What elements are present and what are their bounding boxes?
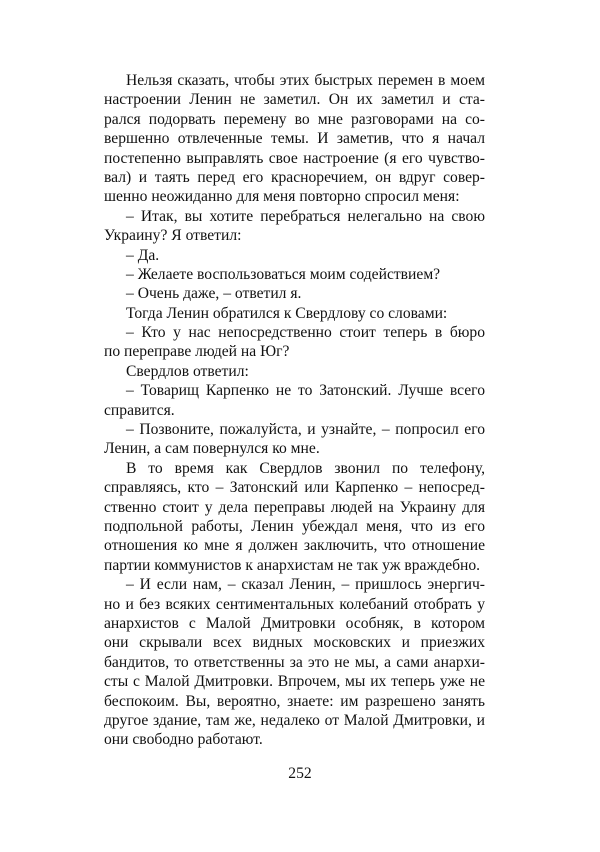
text-line: они свободно работают. bbox=[104, 731, 263, 749]
text-line: Украину? Я ответил: bbox=[104, 227, 242, 245]
text-line: по переправе людей на Юг? bbox=[104, 343, 290, 361]
text-line: бандитов, то ответственны за это не мы, а сами анархи- bbox=[104, 653, 485, 671]
text-line: отношения ко мне я должен заключить, что отношение bbox=[104, 537, 485, 555]
text-line: но и без всяких сентиментальных колебаний отобрать у bbox=[104, 595, 485, 613]
text-line: подпольной работы, Ленин убеждал меня, что из его bbox=[104, 517, 485, 535]
body-text bbox=[104, 71, 485, 750]
text-line: шенно неожиданно для меня повторно спросил меня: bbox=[104, 188, 460, 206]
text-line: Ленин, а сам повернулся ко мне. bbox=[104, 440, 320, 458]
text-line: – Товарищ Карпенко не то Затонский. Лучше всего bbox=[126, 382, 485, 400]
text-line: В то время как Свердлов звонил по телефону, bbox=[126, 459, 485, 477]
text-line: беспокоим. Вы, вероятно, знаете: им разрешено занять bbox=[104, 692, 485, 710]
text-line: партии коммунистов к анархистам не так уж враждебно. bbox=[104, 556, 481, 574]
text-line: справляясь, кто – Затонский или Карпенко – непосред- bbox=[104, 479, 485, 497]
text-line: Свердлов ответил: bbox=[126, 362, 249, 380]
text-line: – Кто у нас непосредственно стоит теперь в бюро bbox=[126, 324, 485, 342]
text-line: сты с Малой Дмитровки. Впрочем, мы их теперь уже не bbox=[104, 673, 485, 691]
text-line: они скрывали всех видных московских и приезжих bbox=[104, 634, 485, 652]
text-line: – Желаете воспользоваться моим содействием? bbox=[126, 265, 441, 283]
text-line: Нельзя сказать, чтобы этих быстрых перемен в моем bbox=[126, 72, 485, 89]
text-line: другое здание, там же, недалеко от Малой Дмитровки, и bbox=[104, 711, 485, 729]
text-line: вал) и таять перед его красноречием, он вдруг совер- bbox=[104, 168, 485, 186]
text-line: справится. bbox=[104, 401, 175, 419]
text-line: рался подорвать перемену во мне разговорами на со- bbox=[104, 110, 485, 128]
text-line: настроении Ленин не заметил. Он их заметил и ста- bbox=[104, 91, 485, 109]
text-line: постепенно выправлять свое настроение (я его чувство- bbox=[104, 149, 485, 167]
text-line: Тогда Ленин обратился к Свердлову со словами: bbox=[126, 304, 448, 322]
text-line: – Позвоните, пожалуйста, и узнайте, – попросил его bbox=[126, 421, 485, 439]
text-line: вершенно отвлеченные темы. И заметив, что я начал bbox=[104, 130, 485, 148]
text-line: ственно стоит у дела переправы людей на Украину для bbox=[104, 498, 485, 516]
text-line: – Да. bbox=[126, 246, 160, 264]
text-line: – Очень даже, – ответил я. bbox=[126, 285, 302, 303]
text-line: – Итак, вы хотите перебраться нелегально на свою bbox=[126, 207, 485, 225]
page-number: 252 bbox=[288, 765, 312, 782]
text-line: – И если нам, – сказал Ленин, – пришлось энергич- bbox=[126, 576, 485, 594]
text-line: анархистов с Малой Дмитровки особняк, в котором bbox=[104, 614, 485, 632]
